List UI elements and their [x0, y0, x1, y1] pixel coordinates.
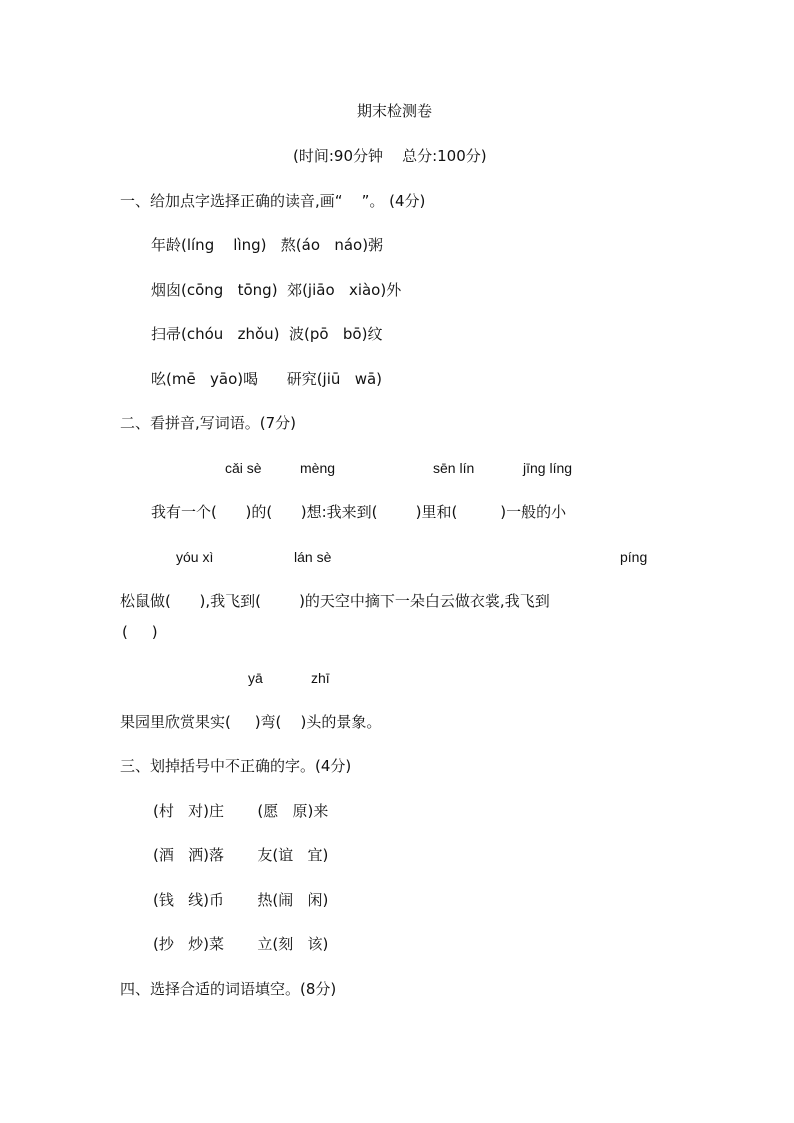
page-subtitle: (时间:90分钟 总分:100分)	[293, 147, 487, 165]
section-3-row: (酒 洒)落 友(谊 宜)	[153, 846, 329, 864]
pinyin-jingling: jīng líng	[523, 460, 573, 476]
pinyin-lanse: lán sè	[294, 549, 332, 565]
section-4-heading: 四、选择合适的词语填空。(8分)	[120, 980, 337, 998]
section-1-row: 吆(mē yāo)喝 研究(jiū wā)	[151, 370, 383, 388]
section-1-row: 烟囱(cōng tōng) 郊(jiāo xiào)外	[151, 281, 402, 299]
section-1-row: 年龄(líng lìng) 熬(áo náo)粥	[151, 236, 384, 254]
section-3-row: (村 对)庄 (愿 原)来	[153, 802, 329, 820]
pinyin-zhi: zhī	[311, 670, 330, 686]
page-title: 期末检测卷	[357, 102, 433, 120]
section-3-row: (钱 线)币 热(闹 闲)	[153, 891, 329, 909]
pinyin-caise: cǎi sè	[225, 460, 262, 476]
section-3-row: (抄 炒)菜 立(刻 该)	[153, 935, 329, 953]
pinyin-ping: píng	[620, 549, 648, 565]
pinyin-youxi: yóu xì	[176, 549, 214, 565]
section-2-heading: 二、看拼音,写词语。(7分)	[120, 414, 297, 432]
pinyin-meng: mèng	[300, 460, 336, 476]
pinyin-ya: yā	[248, 670, 263, 686]
section-1-row: 扫帚(chóu zhǒu) 波(pō bō)纹	[151, 325, 383, 343]
fill-text-row-2: 松鼠做( ),我飞到( )的天空中摘下一朵白云做衣裳,我飞到	[120, 592, 550, 610]
fill-text-row-2b: ( )	[122, 623, 158, 641]
fill-text-row-1: 我有一个( )的( )想:我来到( )里和( )一般的小	[151, 503, 567, 521]
fill-text-row-3: 果园里欣赏果实( )弯( )头的景象。	[120, 713, 382, 731]
section-3-heading: 三、划掉括号中不正确的字。(4分)	[120, 757, 352, 775]
section-1-heading: 一、给加点字选择正确的读音,画“ ”。 (4分)	[120, 192, 426, 210]
pinyin-senlin: sēn lín	[433, 460, 475, 476]
